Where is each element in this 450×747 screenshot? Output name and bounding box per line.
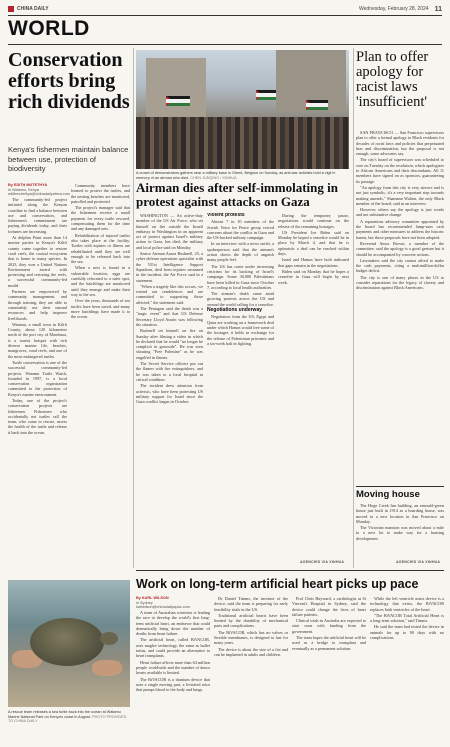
page-header xyxy=(8,4,442,14)
heart-column-1 xyxy=(136,610,210,742)
airman-paragraph: The US has come under increasing criticism for its backing of Israel's campaign. Some 30,000 Palestinians have been killed in Gaza since October 7, according to local health authorities. xyxy=(207,263,274,290)
sf-paragraph: A reparations advisory committee appointed by the board has recommended lump-sum cash payments and other measures to address the historic harms, but those proposals have not been adopted. xyxy=(356,218,444,240)
issue-date: Wednesday, February 28, 2024 xyxy=(359,6,429,12)
sf-paragraph: The Hoge Creek Inn building, an emerald-green house just built in 1914 as a boarding house, was moved to a new location in San Francisco on Monday. xyxy=(356,503,444,524)
heart-byline xyxy=(136,596,210,610)
heart-paragraph: Dr Daniel Timms, the inventor of the device, said the team is preparing for early feasibility trials in the US. xyxy=(214,596,288,612)
airman-headline: Airman dies after self-immolating in protest against attacks on Gaza xyxy=(136,180,338,209)
heart-paragraph: The artificial heart, called BiVACOR, uses maglev technology, the same as bullet trains, and could provide an alternative to heart transplants. xyxy=(136,637,210,659)
turtle-head xyxy=(100,632,118,645)
column-divider xyxy=(353,48,354,568)
lead-dek: Kenya's fishermen maintain balance between use, protection of biodiversity xyxy=(8,145,129,173)
hand-shape xyxy=(92,660,122,676)
sf-headline: Plan to offer apology for racist laws 'insufficient' xyxy=(356,49,429,110)
airman-paragraph: Negotiators from the US, Egypt and Qatar are working on a framework deal under which Hamas would free some of the hostages it holds in exchange for the release of Palestinian prisoners and a six-week halt in fighting. xyxy=(207,314,274,346)
heart-paragraph: Clinical trials in Australia are expected to start soon with funding from the government. xyxy=(292,618,366,634)
sf-paragraph: "An apology from this city is very sincere and is not just symbolic, it's a very important step towards making amends," Shamann Walton, the only Black member of the board, said in an interview. xyxy=(356,184,444,206)
heart-paragraph: Traditional artificial hearts have been limited by the durability of mechanical parts and complications. xyxy=(214,612,288,629)
lead-paragraph: Watamu, a small town in Kilifi County, about 120 kilometers north of the port city of Mombasa, is a tourist hotspot with rich diverse marine life, beaches, mangroves, coral reefs, and one of the most endangered turtles. xyxy=(8,321,67,359)
photo-credit: CHEN JUNQING / XINHUA xyxy=(190,175,237,180)
sf-paragraph: Lawmakers said the city cannot afford to make the cash payments, citing a multimillion-dollar budget deficit. xyxy=(356,257,444,274)
section-rule xyxy=(8,44,442,45)
bottom-story-rule xyxy=(136,570,444,571)
lead-column-1 xyxy=(8,197,67,572)
photo-credit: PHOTO PROVIDED TO CHINA DAILY xyxy=(8,714,127,724)
heart-byline-email: karlwilson@chinadailyapac.com xyxy=(136,605,190,609)
heart-paragraph: The device is about the size of a fist and can be implanted in adults and children. xyxy=(214,646,288,657)
lead-paragraph: When a nest is found in a vulnerable location, eggs are carefully relocated to a safer spot, and the hatchlings are monitored until they emerge and make their way to the sea. xyxy=(71,265,130,297)
airman-paragraph: The Pentagon said the death was a "tragic event" and that US Defense Secretary Lloyd Austin was following the situation. xyxy=(136,306,203,327)
airman-paragraph: Israel and Hamas have both indicated that gaps remain in the negotiations. xyxy=(278,257,349,268)
turtle-photo xyxy=(8,580,130,707)
crowd-shape xyxy=(136,117,349,169)
heart-byline-name: By KARL WILSON xyxy=(136,596,169,600)
airman-paragraph: During the temporary pause, negotiations would continue on the release of the remaining hostages. xyxy=(278,213,349,229)
sf-column-2 xyxy=(356,503,444,559)
lead-paragraph: Turtle conservation is one of the successful community-led projects. Watamu Turtle Watch, founded in 1997, is a local conservation organization committed to the protection of Kenya's marine environment. xyxy=(8,359,67,397)
lead-byline xyxy=(8,183,71,197)
heart-column-4 xyxy=(370,596,444,742)
lead-paragraph: At dolphin Point more than 14 marine parties in Kenya's Kilifi county came together to restore coral reefs, the coastal ecosystem that is home to many species. In 2023, they won a United Nations Environment award with protecting and restoring the reefs, a successful community-led model. xyxy=(8,235,67,288)
lead-headline: Conservation efforts bring rich dividends xyxy=(8,49,130,113)
sf-paragraph: SAN FRANCISCO — San Francisco supervisors plan to offer a formal apology to Black residents for decades of racist laws and policies that perpetuated bias and discrimination, but the proposal is not enough, some advocates say. xyxy=(356,130,444,157)
airman-column-2 xyxy=(207,213,274,565)
airman-paragraph: "When a tragedy like this occurs, we extend our condolences and are committed to supporting those affected," the statement said. xyxy=(136,283,203,305)
lead-paragraph: Over the years, thousands of sea turtles have been saved, and many more hatchlings have made it to the ocean. xyxy=(71,298,130,320)
airman-agency: AGENCIES VIA XINHUA xyxy=(300,560,345,564)
publication-name: CHINA DAILY xyxy=(17,6,49,12)
lead-byline-location: in Watamu, Kenya xyxy=(8,187,39,192)
page-number: 11 xyxy=(434,5,442,13)
heart-paragraph: The team hopes the artificial heart will be used as a bridge to transplant and eventually as a permanent solution. xyxy=(292,635,366,651)
lead-paragraph: The community-led project initiated along the Kenyan coastline to find a balance between use and conservation, and fishermen's commitment are paying dividends today, and their fortunes are increasing. xyxy=(8,197,67,234)
protest-photo xyxy=(136,50,349,169)
turtle-photo-caption xyxy=(8,710,130,724)
turtle-shell xyxy=(30,618,104,666)
heart-paragraph: "The BiVACOR Total Artificial Heart is a long-term solution," said Timms. xyxy=(370,612,444,624)
airman-paragraph: Almost 7 in 10 members of the Jewish Voice for Peace group voiced concerns about the conflict in Gaza and the US-backed military campaign. xyxy=(207,219,274,241)
heart-column-3 xyxy=(292,596,366,742)
palestine-flag xyxy=(306,100,328,110)
lead-byline-email: edithmutethya@chinadailyafrica.com xyxy=(8,192,71,196)
airman-subhead: Violent protests xyxy=(207,213,245,218)
heart-column-2 xyxy=(214,596,288,742)
heart-paragraph: The BiVACOR is a titanium device that uses a single moving part, a levitated rotor that pumps blood to the body and lungs. xyxy=(136,676,210,693)
airman-paragraph: In an interview with a news outlet, a spokesperson said that the airman's action shows the depth of anguish many people feel. xyxy=(207,241,274,263)
heart-headline: Work on long-term artificial heart picks up pace xyxy=(136,577,419,591)
logo-mark-icon xyxy=(8,6,14,12)
airman-paragraph: US President Joe Biden said on Monday he hoped a ceasefire would be in place by March 4, and that he is optimistic a deal can be reached within days. xyxy=(278,229,349,257)
airman-paragraph: WASHINGTON — An active-duty member of the US Air Force, who set himself on fire outside the Israeli embassy in Washington in an apparent act of protest against Israel's military action in Gaza, has died, the military and local police said on Monday. xyxy=(136,213,203,250)
lead-paragraph: Rehabilitation of injured turtles also takes place at the facility. Turtles with injuries or illness are rehabilitated until they are well enough to be released back into the sea. xyxy=(71,232,130,265)
heart-paragraph: He said the team had tested the device in animals for up to 90 days with no complications. xyxy=(370,624,444,641)
lead-paragraph: Partners are empowered by community management, and through training, they are able to sustainably use their natural resources and help improve livelihoods. xyxy=(8,289,67,321)
heart-paragraph: While the left ventricle assist device is a technology that exists, the BiVACOR replaces both ventricles of the heart. xyxy=(370,596,444,612)
lead-column-2 xyxy=(71,183,130,572)
publication-logo xyxy=(8,6,49,12)
sf-paragraph: The Victorian mansion was moved about a mile to a new lot to make way for a housing development. xyxy=(356,525,444,541)
heart-byline-location: in Sydney xyxy=(136,600,153,605)
airman-paragraph: Senior Airman Aaron Bushnell, 25, a cyber defense operations specialist with the 531st Intelligence Support Squadron, died from injuries sustained in the incident, the Air Force said in a statement. xyxy=(136,251,203,283)
caption-text: A rescue team releases a sea turtle back into the ocean at Watamu Marine National Park on Kenya's coast in August. xyxy=(8,710,121,719)
lead-paragraph: The project's manager said that the fishermen receive a small payment for every turtle rescued, compensating them for the time and any damaged nets. xyxy=(71,205,130,232)
lead-paragraph: Community members have learned to protect the turtles, and the nesting beaches are monitored, patrolled and protected. xyxy=(71,183,130,204)
palestine-flag xyxy=(166,96,190,106)
airman-column-3 xyxy=(278,213,349,557)
palestine-flag xyxy=(256,90,276,100)
column-divider xyxy=(133,48,134,568)
story-divider xyxy=(356,486,444,487)
sf-column xyxy=(356,130,444,483)
airman-column-1 xyxy=(136,213,203,565)
airman-paragraph: The Secret Service officers put out the flames with fire extinguishers, and he was taken to a local hospital in critical condition. xyxy=(136,361,203,382)
airman-subhead: Negotiations underway xyxy=(207,307,263,314)
header-rule xyxy=(8,15,442,16)
sf-paragraph: Reverend Amos Brown, a member of the committee, said the apology is a good gesture but it should be accompanied by concrete actions. xyxy=(356,240,444,257)
sf-subhead: Moving house xyxy=(356,489,420,500)
sf-paragraph: However, others say the apology is just words and not substantive change. xyxy=(356,207,444,218)
heart-paragraph: Prof Chris Hayward, a cardiologist at St Vincent's Hospital in Sydney, said the device could change the lives of heart failure patients. xyxy=(292,596,366,617)
heart-paragraph: The BiVACOR, which has no valves or flexible membranes, is designed to last for many years. xyxy=(214,629,288,646)
sf-paragraph: The city's board of supervisors was scheduled to vote on Tuesday on the resolution, which apologizes to African Americans and their descendants. All 11 members have signed on as sponsors, guaranteeing its passage. xyxy=(356,157,444,184)
heart-paragraph: Heart failure affects more than 64 million people worldwide and the number of donor hearts available is limited. xyxy=(136,659,210,676)
lead-paragraph: Today, one of the project's conservation projects are fishermen. Fishermen who accidentally net turtles call the team, who come to rescue, assess the health of the turtle and release it back into the ocean. xyxy=(8,397,67,435)
airman-paragraph: The incident drew attention from activists, who have been protesting US military support for Israel since the Gaza conflict began in October. xyxy=(136,383,203,405)
caption-text: A crowd of demonstrators gathers near a military base in Ghent, Belgium on Sunday, as anti-war activists hold a vigil in memory of an airman who died. xyxy=(136,171,336,180)
protest-photo-caption xyxy=(136,171,349,180)
sf-agency: AGENCIES VIA XINHUA xyxy=(396,560,441,564)
lead-byline-name: By EDITH MUTETHYA xyxy=(8,183,48,187)
airman-paragraph: The airman's death came amid growing protests across the US and around the world calling for a ceasefire. xyxy=(207,291,274,307)
airman-paragraph: Biden said on Monday that he hopes a ceasefire in Gaza will begin by next week. xyxy=(278,268,349,285)
section-title: WORLD xyxy=(8,17,90,40)
heart-paragraph: A team of Australian scientists is leading the race to develop the world's first long-term artificial heart, an endeavor that could dramatically bring down the number of deaths from heart failure. xyxy=(136,610,210,637)
airman-paragraph: Bushnell set himself on fire on Sunday after filming a video in which he declared that he would "no longer be complicit in genocide". He was seen shouting "Free Palestine" as he was engulfed in flames. xyxy=(136,328,203,360)
sf-paragraph: The city is one of many places in the US to consider reparations for the legacy of slavery and discrimination against Black Americans. xyxy=(356,274,444,291)
